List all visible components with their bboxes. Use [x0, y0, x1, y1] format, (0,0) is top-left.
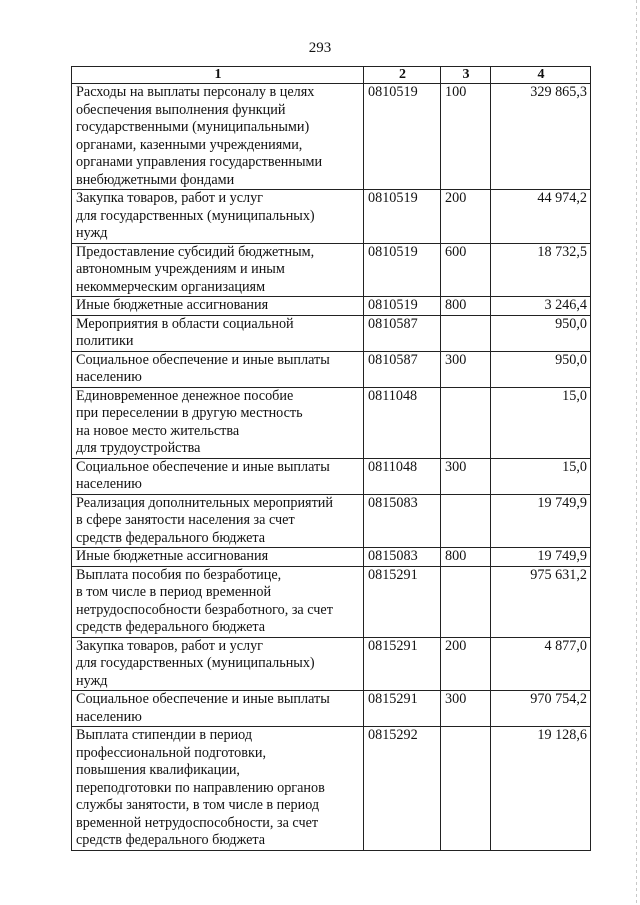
amount: 19 749,9: [491, 494, 591, 548]
expense-type-code: [441, 387, 491, 458]
expense-type-code: [441, 315, 491, 351]
target-article-code: 0815291: [364, 566, 441, 637]
expense-name: Иные бюджетные ассигнования: [72, 297, 364, 316]
amount: 970 754,2: [491, 691, 591, 727]
table-row: [72, 458, 591, 494]
table-header-row: [72, 67, 591, 84]
amount: 3 246,4: [491, 297, 591, 316]
table-row: [72, 727, 591, 851]
target-article-code: 0815291: [364, 691, 441, 727]
expense-type-code: 600: [441, 243, 491, 297]
table-row: [72, 84, 591, 190]
column-header-1: 1: [72, 67, 364, 84]
expense-type-code: 300: [441, 351, 491, 387]
table-row: [72, 243, 591, 297]
table-row: [72, 315, 591, 351]
expense-name: Выплата стипендии в период профессиональной подготовки, повышения квалификации, переподготовки по направлению органов службы занятости, в том числе в период временной нетрудоспособности, за счет средств федерального бюджета: [72, 727, 364, 851]
amount: 19 749,9: [491, 548, 591, 567]
amount: 975 631,2: [491, 566, 591, 637]
expense-type-code: [441, 727, 491, 851]
expense-name: Социальное обеспечение и иные выплаты населению: [72, 351, 364, 387]
expense-name: Единовременное денежное пособие при переселении в другую местность на новое место жительства для трудоустройства: [72, 387, 364, 458]
expense-type-code: [441, 566, 491, 637]
amount: 950,0: [491, 351, 591, 387]
column-header-2: 2: [364, 67, 441, 84]
expense-name: Закупка товаров, работ и услуг для государственных (муниципальных) нужд: [72, 637, 364, 691]
target-article-code: 0811048: [364, 458, 441, 494]
expense-name: Мероприятия в области социальной политики: [72, 315, 364, 351]
expense-type-code: 200: [441, 637, 491, 691]
target-article-code: 0810519: [364, 243, 441, 297]
amount: 18 732,5: [491, 243, 591, 297]
column-header-3: 3: [441, 67, 491, 84]
expense-type-code: 800: [441, 297, 491, 316]
amount: 950,0: [491, 315, 591, 351]
expense-name: Закупка товаров, работ и услуг для государственных (муниципальных) нужд: [72, 190, 364, 244]
table-row: [72, 548, 591, 567]
expense-name: Расходы на выплаты персоналу в целях обеспечения выполнения функций государственными (муниципальными) органами, казенными учреждениями, органами управления государственными внебюджетными фондами: [72, 84, 364, 190]
table-row: [72, 351, 591, 387]
expense-type-code: [441, 494, 491, 548]
expense-type-code: 300: [441, 691, 491, 727]
table-row: [72, 637, 591, 691]
table-row: [72, 566, 591, 637]
table-row: [72, 494, 591, 548]
amount: 15,0: [491, 458, 591, 494]
target-article-code: 0815292: [364, 727, 441, 851]
expense-type-code: 100: [441, 84, 491, 190]
target-article-code: 0810587: [364, 351, 441, 387]
table-row: [72, 387, 591, 458]
expense-type-code: 800: [441, 548, 491, 567]
table-row: [72, 297, 591, 316]
target-article-code: 0815083: [364, 548, 441, 567]
target-article-code: 0815291: [364, 637, 441, 691]
amount: 19 128,6: [491, 727, 591, 851]
expense-name: Выплата пособия по безработице, в том числе в период временной нетрудоспособности безработного, за счет средств федерального бюджета: [72, 566, 364, 637]
table-row: [72, 691, 591, 727]
expense-name: Социальное обеспечение и иные выплаты населению: [72, 458, 364, 494]
table-row: [72, 190, 591, 244]
expense-type-code: 200: [441, 190, 491, 244]
expense-name: Иные бюджетные ассигнования: [72, 548, 364, 567]
target-article-code: 0811048: [364, 387, 441, 458]
expense-name: Предоставление субсидий бюджетным, автономным учреждениям и иным некоммерческим организациям: [72, 243, 364, 297]
target-article-code: 0810519: [364, 84, 441, 190]
target-article-code: 0810519: [364, 297, 441, 316]
amount: 4 877,0: [491, 637, 591, 691]
amount: 329 865,3: [491, 84, 591, 190]
target-article-code: 0815083: [364, 494, 441, 548]
target-article-code: 0810519: [364, 190, 441, 244]
budget-table: [71, 66, 591, 851]
column-header-4: 4: [491, 67, 591, 84]
amount: 15,0: [491, 387, 591, 458]
scan-edge-right: [636, 0, 637, 905]
expense-name: Реализация дополнительных мероприятий в сфере занятости населения за счет средств федерального бюджета: [72, 494, 364, 548]
amount: 44 974,2: [491, 190, 591, 244]
target-article-code: 0810587: [364, 315, 441, 351]
expense-name: Социальное обеспечение и иные выплаты населению: [72, 691, 364, 727]
page-number: 293: [308, 40, 332, 56]
expense-type-code: 300: [441, 458, 491, 494]
